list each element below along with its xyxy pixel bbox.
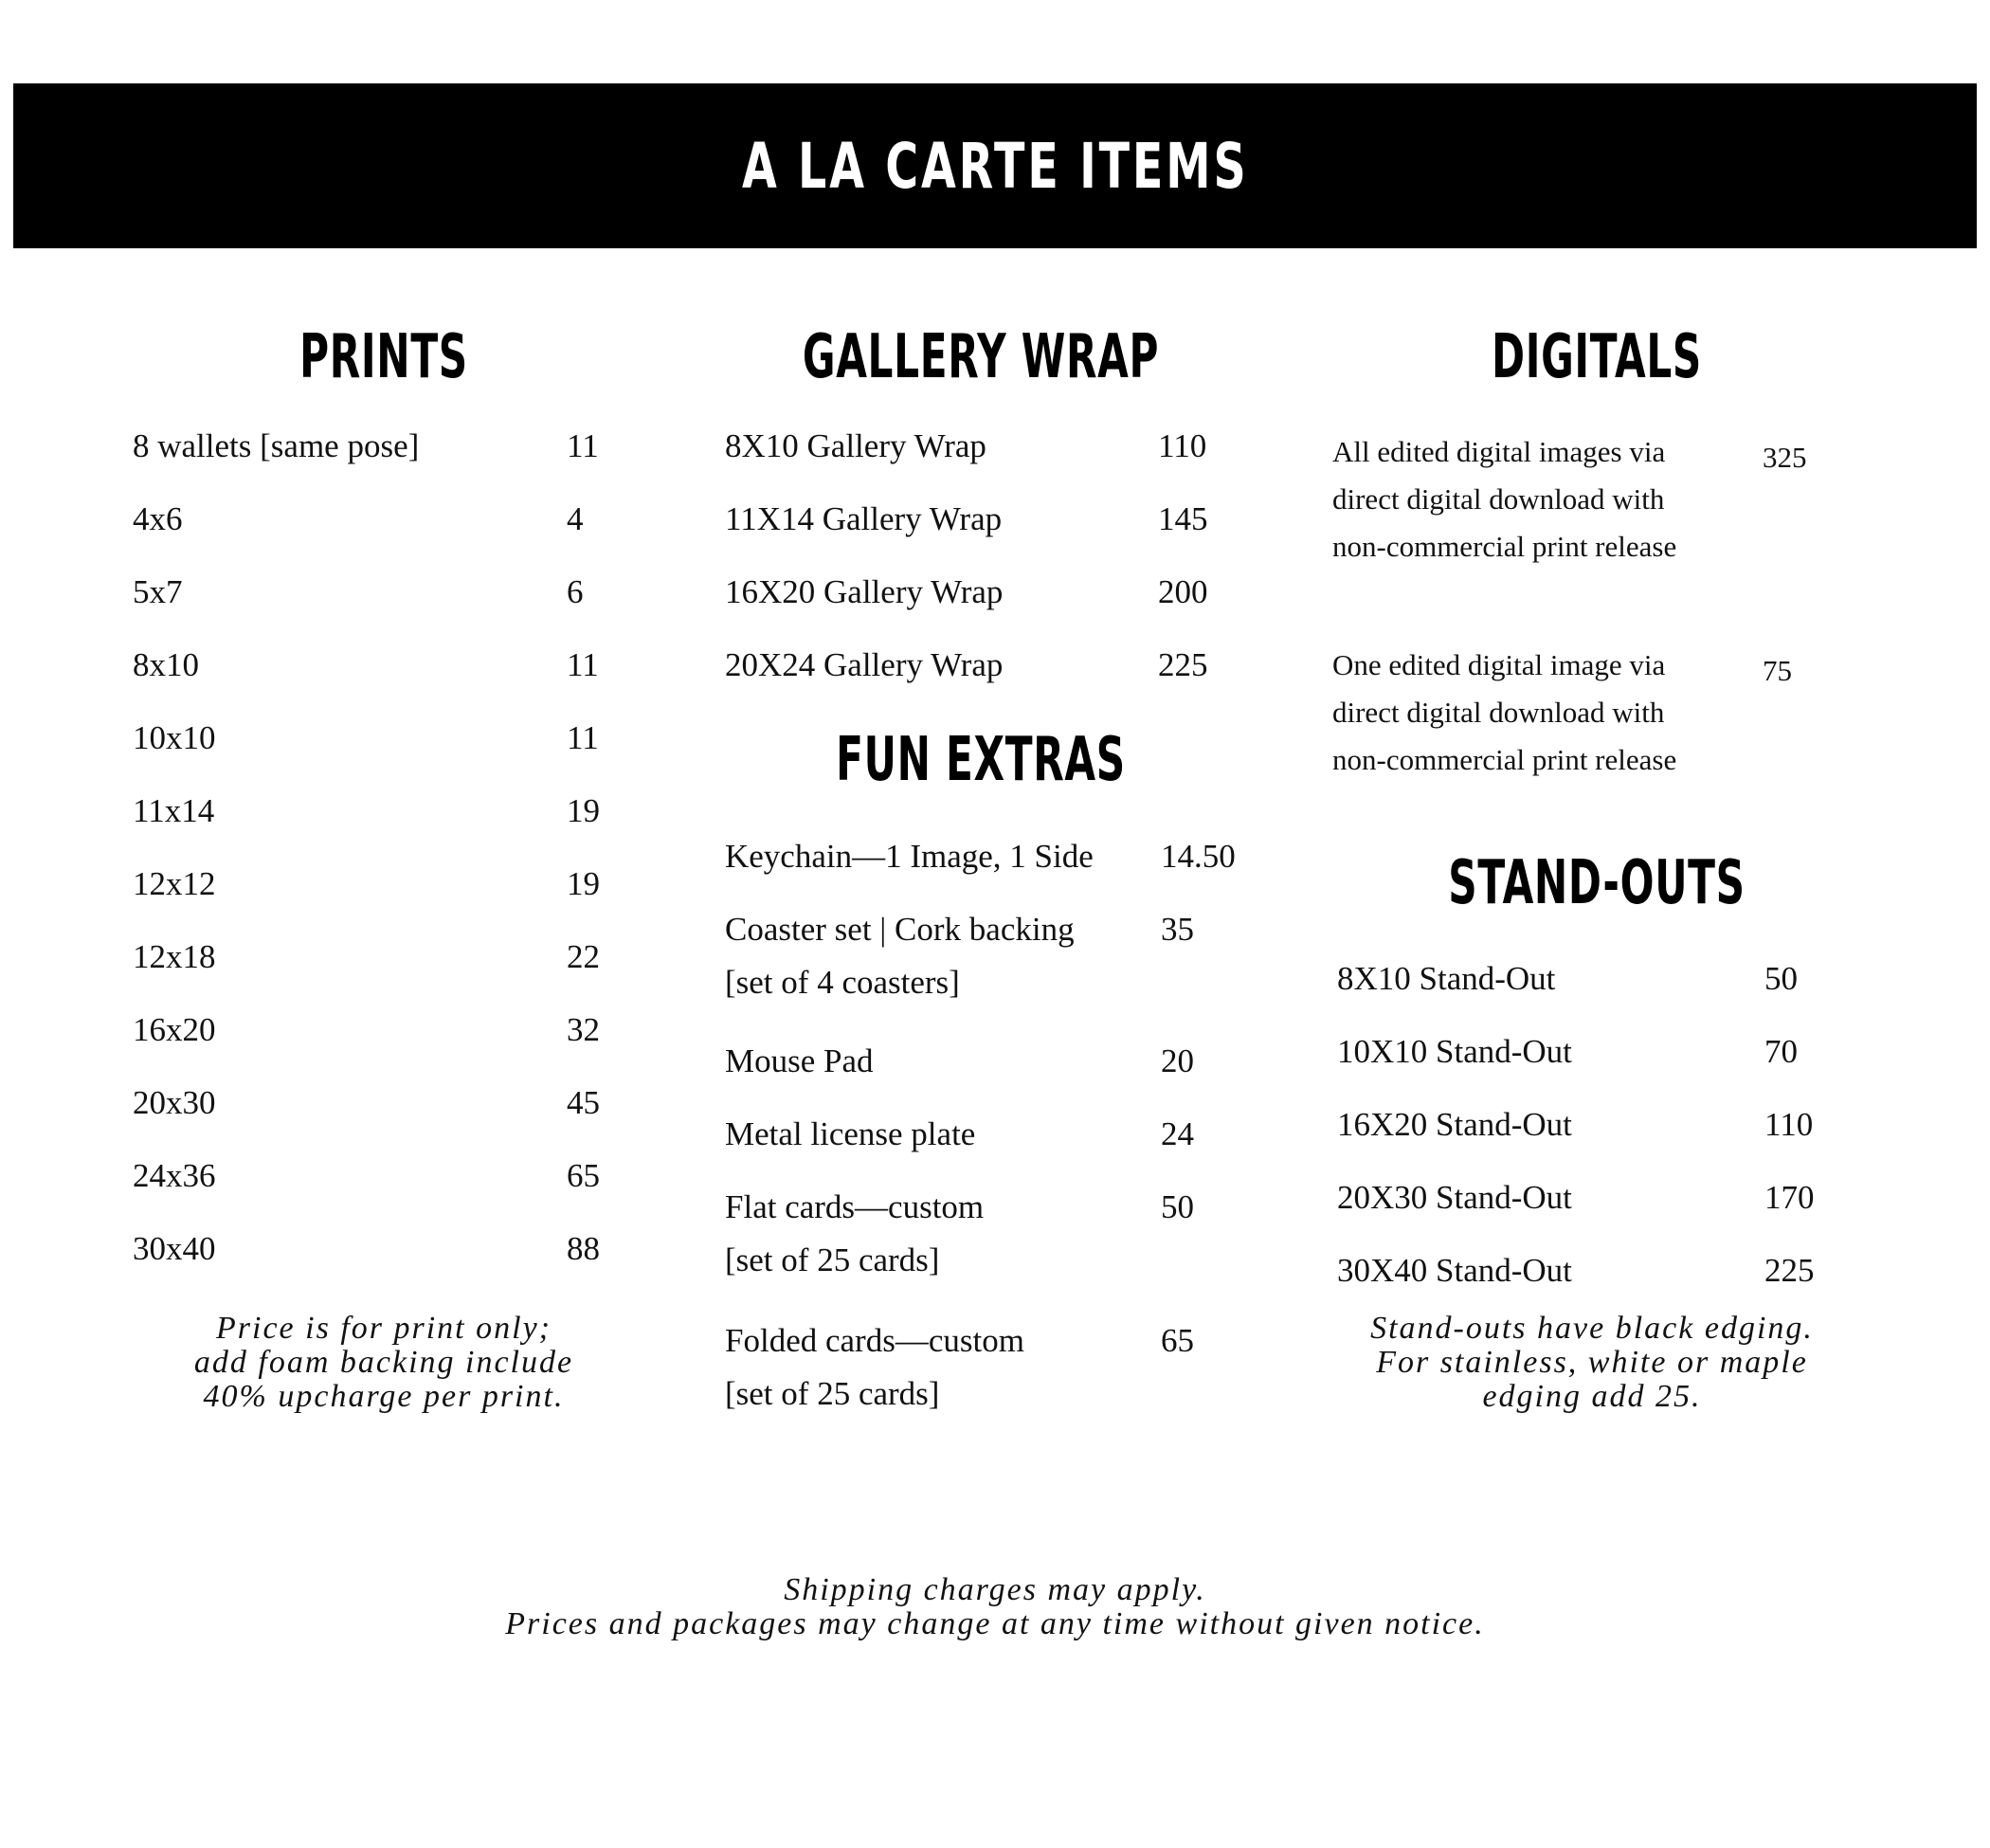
stand-outs-heading: STAND-OUTS [1448, 848, 1746, 918]
footer-note [284, 1573, 1706, 1641]
item-price: 4 [567, 500, 584, 537]
page-title: A LA CARTE ITEMS [741, 129, 1249, 203]
item-label: Keychain—1 Image, 1 Side [725, 838, 1094, 875]
note-line: Price is for print only; [216, 1311, 552, 1346]
note-line: For stainless, white or maple [1376, 1345, 1808, 1380]
item-label: 5x7 [133, 573, 183, 610]
item-label: 8x10 [133, 646, 199, 683]
item-price: 35 [1161, 911, 1194, 948]
item-price: 22 [567, 938, 600, 975]
item-label-line: All edited digital images via [1332, 435, 1666, 468]
item-label: 30X40 Stand-Out [1337, 1252, 1572, 1289]
item-price: 50 [1161, 1188, 1194, 1225]
item-label: 24x36 [133, 1157, 216, 1194]
prints-heading: PRINTS [299, 322, 468, 392]
item-price: 11 [567, 427, 599, 464]
item-price: 110 [1158, 427, 1207, 464]
item-price: 24 [1161, 1115, 1194, 1152]
item-label: 16X20 Stand-Out [1337, 1106, 1572, 1143]
item-price: 32 [567, 1011, 600, 1048]
fun-extras-heading: FUN EXTRAS [836, 725, 1126, 795]
item-label: 30x40 [133, 1230, 216, 1267]
item-label: 10x10 [133, 719, 216, 756]
item-label: Flat cards—custom [725, 1188, 985, 1225]
item-label-line: non-commercial print release [1332, 530, 1677, 563]
item-label: 16x20 [133, 1011, 216, 1048]
item-price: 65 [1161, 1322, 1194, 1359]
item-label-line: One edited digital image via [1332, 648, 1666, 681]
item-label-line: direct digital download with [1332, 482, 1665, 516]
item-label: 10X10 Stand-Out [1337, 1033, 1572, 1070]
item-label: 8X10 Stand-Out [1337, 960, 1556, 997]
item-label: 20x30 [133, 1084, 216, 1121]
item-label: Coaster set | Cork backing [725, 911, 1075, 948]
title-banner [13, 83, 1977, 248]
item-label-line2: [set of 25 cards] [725, 1375, 940, 1412]
item-label-line2: [set of 4 coasters] [725, 964, 960, 1001]
item-price: 19 [567, 792, 600, 829]
item-label-line: non-commercial print release [1332, 743, 1677, 776]
gallery-wrap-heading: GALLERY WRAP [802, 322, 1160, 392]
item-price: 14.50 [1161, 838, 1236, 875]
item-price: 70 [1764, 1033, 1798, 1070]
item-label-line: direct digital download with [1332, 696, 1665, 729]
stand-outs-note [1327, 1312, 1857, 1414]
item-label: Folded cards—custom [725, 1322, 1024, 1359]
item-price: 65 [567, 1157, 600, 1194]
item-price: 75 [1763, 654, 1792, 687]
note-line: 40% upcharge per print. [203, 1379, 565, 1414]
item-price: 88 [567, 1230, 600, 1267]
item-price: 225 [1158, 646, 1208, 683]
item-label: 12x12 [133, 865, 216, 902]
item-price: 110 [1764, 1106, 1814, 1143]
item-price: 145 [1158, 500, 1208, 537]
item-label: 11x14 [133, 792, 215, 829]
item-label: 20X30 Stand-Out [1337, 1179, 1572, 1216]
item-label: 4x6 [133, 500, 183, 537]
item-price: 11 [567, 719, 599, 756]
footer-line: Shipping charges may apply. [784, 1572, 1206, 1607]
item-price: 325 [1763, 441, 1807, 474]
item-price: 6 [567, 573, 584, 610]
item-price: 225 [1764, 1252, 1815, 1289]
item-price: 11 [567, 646, 599, 683]
item-label: 20X24 Gallery Wrap [725, 646, 1004, 683]
item-label: 8X10 Gallery Wrap [725, 427, 986, 464]
prints-note [133, 1312, 635, 1414]
item-label: 11X14 Gallery Wrap [725, 500, 1003, 537]
item-price: 200 [1158, 573, 1208, 610]
item-label-line2: [set of 25 cards] [725, 1241, 940, 1278]
item-label: 16X20 Gallery Wrap [725, 573, 1004, 610]
item-price: 170 [1764, 1179, 1815, 1216]
item-price: 19 [567, 865, 600, 902]
item-label: 12x18 [133, 938, 216, 975]
note-line: Stand-outs have black edging. [1370, 1311, 1814, 1346]
item-label: Metal license plate [725, 1115, 976, 1152]
item-label: 8 wallets [same pose] [133, 427, 420, 464]
item-price: 50 [1764, 960, 1798, 997]
item-price: 45 [567, 1084, 600, 1121]
item-label: Mouse Pad [725, 1042, 874, 1079]
note-line: edging add 25. [1482, 1379, 1702, 1414]
note-line: add foam backing include [193, 1345, 574, 1380]
item-price: 20 [1161, 1042, 1194, 1079]
digitals-heading: DIGITALS [1491, 322, 1703, 392]
footer-line: Prices and packages may change at any time without given notice. [505, 1606, 1485, 1641]
